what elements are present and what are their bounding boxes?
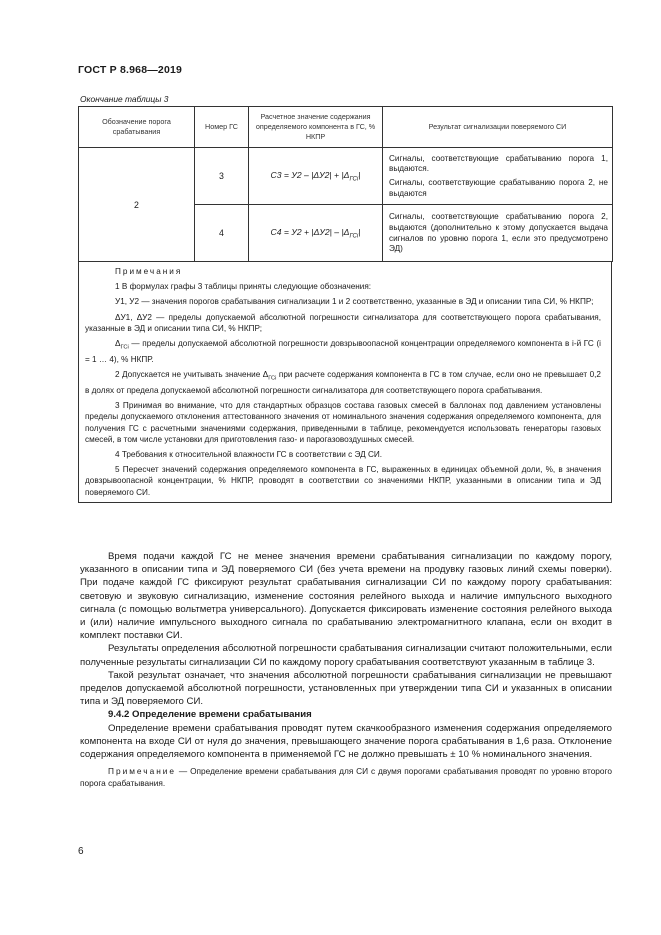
threshold-table bbox=[78, 106, 613, 262]
paragraph-result-meaning: Такой результат означает, что значения абсолютной погрешности срабатывания сигнализации не превышают пределов допускаемой абсолютной погрешности, установленных при утверждении типа СИ и указанных в описании типа и ЭД поверяемого СИ. bbox=[80, 669, 612, 708]
paragraph-response-time: Определение времени срабатывания проводят путем скачкообразного изменения содержания определяемого компонента на входе СИ от нуля до значения, превышающего значение порога срабатывания в 1,6 раза. Отклонение содержания определяемого компонента в применяемой ГС не должно превышать ± 10 % номинального значения. bbox=[80, 722, 612, 761]
section-note: Примечание — Определение времени срабатывания для СИ с двумя порогами срабатывания проводят по уровню второго порога срабатывания. bbox=[80, 766, 612, 788]
note-2: 2 Допускается не учитывать значение $\Delta_{ГСi}$ при расчете содержания компонента в ГС в том случае, если оно не превышает 0,2 в долях от предела допускаемой абсолютной погрешности сигнализатора для соответствующего порога срабатывания. bbox=[85, 370, 601, 395]
table-header-row bbox=[79, 107, 613, 148]
paragraph-signal-time: Время подачи каждой ГС не менее значения времени срабатывания сигнализации по каждому порогу, указанного в описании типа и ЭД поверяемого СИ (без учета времени на продувку газовых линий схемы поверки). При подаче каждой ГС фиксируют результат срабатывания сигнализации СИ по каждому порогу срабатывания: световую и звуковую сигнализацию, изменение состояния релейного выхода и наличие импульсного выходного сигнала (с помощью вольтметра универсального). Допускается фиксировать изменение состояния релейного выхода и (или) наличие импульсного выходного сигнала по срабатыванию электромагнитного клапана, если он входит в комплект поставки СИ. bbox=[80, 551, 612, 642]
section-heading-9-4-2: 9.4.2 Определение времени срабатывания bbox=[108, 709, 312, 721]
table-notes bbox=[78, 262, 612, 503]
header-gs-number: Номер ГС bbox=[195, 107, 249, 148]
document-id-header: ГОСТ Р 8.968—2019 bbox=[78, 64, 183, 76]
result-line: Сигналы, соответствующие срабатыванию порога 2, выдаются (дополнительно к этому допускается выдача сигналов по уровню порога 1, если это предусмотрено ЭД) bbox=[389, 212, 608, 254]
main-body bbox=[80, 550, 612, 789]
table-row bbox=[79, 148, 613, 205]
gs-number-cell: 4 bbox=[195, 205, 249, 262]
table-3-continuation bbox=[78, 106, 612, 503]
table-caption: Окончание таблицы 3 bbox=[80, 94, 169, 104]
paragraph-results-positive: Результаты определения абсолютной погрешности срабатывания сигнализации считают положительными, если полученные результаты сигнализации СИ по каждому порогу срабатывания соответствуют указанным в таблице 3. bbox=[80, 643, 612, 668]
result-cell bbox=[383, 148, 613, 205]
result-line: Сигналы, соответствующие срабатыванию порога 1, выдаются. bbox=[389, 153, 608, 174]
result-line: Сигналы, соответствующие срабатыванию порога 2, не выдаются bbox=[389, 178, 608, 198]
threshold-cell: 2 bbox=[79, 148, 195, 262]
note-3: 3 Принимая во внимание, что для стандартных образцов состава газовых смесей в баллонах под давлением установлены пределы допускаемого отклонения аттестованного значения от номинального значения содержания определяемого компонента, для получения ГС с расчетными значениями содержания, приведенными в таблице, рекомендуется использовать генераторы газовых смесей, в том числе установки для приготовления газо- и парогазовоздушных смесей. bbox=[85, 401, 601, 444]
note-1a: У1, У2 — значения порогов срабатывания сигнализации 1 и 2 соответственно, указанные в ЭД и описании типа СИ, % НКПР; bbox=[115, 297, 594, 307]
notes-title: Примечания bbox=[115, 267, 183, 276]
note-1b: ΔУ1, ΔУ2 — пределы допускаемой абсолютной погрешности сигнализатора для соответствующего порога срабатывания, указанные в ЭД и описании типа СИ, % НКПР; bbox=[85, 312, 601, 333]
header-calculated-value: Расчетное значение содержания определяемого компонента в ГС, % НКПР bbox=[249, 107, 383, 148]
header-threshold-designation: Обозначение порога срабатывания bbox=[79, 107, 195, 148]
note-5: 5 Пересчет значений содержания определяемого компонента в ГС, выраженных в единицах объемной доли, %, в значения довзрывоопасной концентрации, % НКПР, проводят в соответствии со значениями НКПР, указанными в описании типа и ЭД поверяемого СИ. bbox=[85, 465, 601, 497]
formula-cell: $С4 = У2 + |\Delta У2| - |\Delta_{ГСi}|$ bbox=[249, 205, 383, 262]
gs-number-cell: 3 bbox=[195, 148, 249, 205]
formula-cell: $С3 = У2 - |\Delta У2| + |\Delta_{ГСi}|$ bbox=[249, 148, 383, 205]
note-1: 1 В формулах графы 3 таблицы приняты следующие обозначения: bbox=[115, 282, 372, 292]
page-number: 6 bbox=[78, 846, 84, 857]
header-signal-result: Результат сигнализации поверяемого СИ bbox=[383, 107, 613, 148]
result-cell bbox=[383, 205, 613, 262]
note-4: 4 Требования к относительной влажности ГС в соответствии с ЭД СИ. bbox=[115, 449, 383, 459]
note-1c: $\Delta_{ГСi}$ — пределы допускаемой абсолютной погрешности довзрывоопасной концентрации определяемого компонента в i-й ГС (i = 1 … 4), % НКПР. bbox=[85, 339, 601, 364]
